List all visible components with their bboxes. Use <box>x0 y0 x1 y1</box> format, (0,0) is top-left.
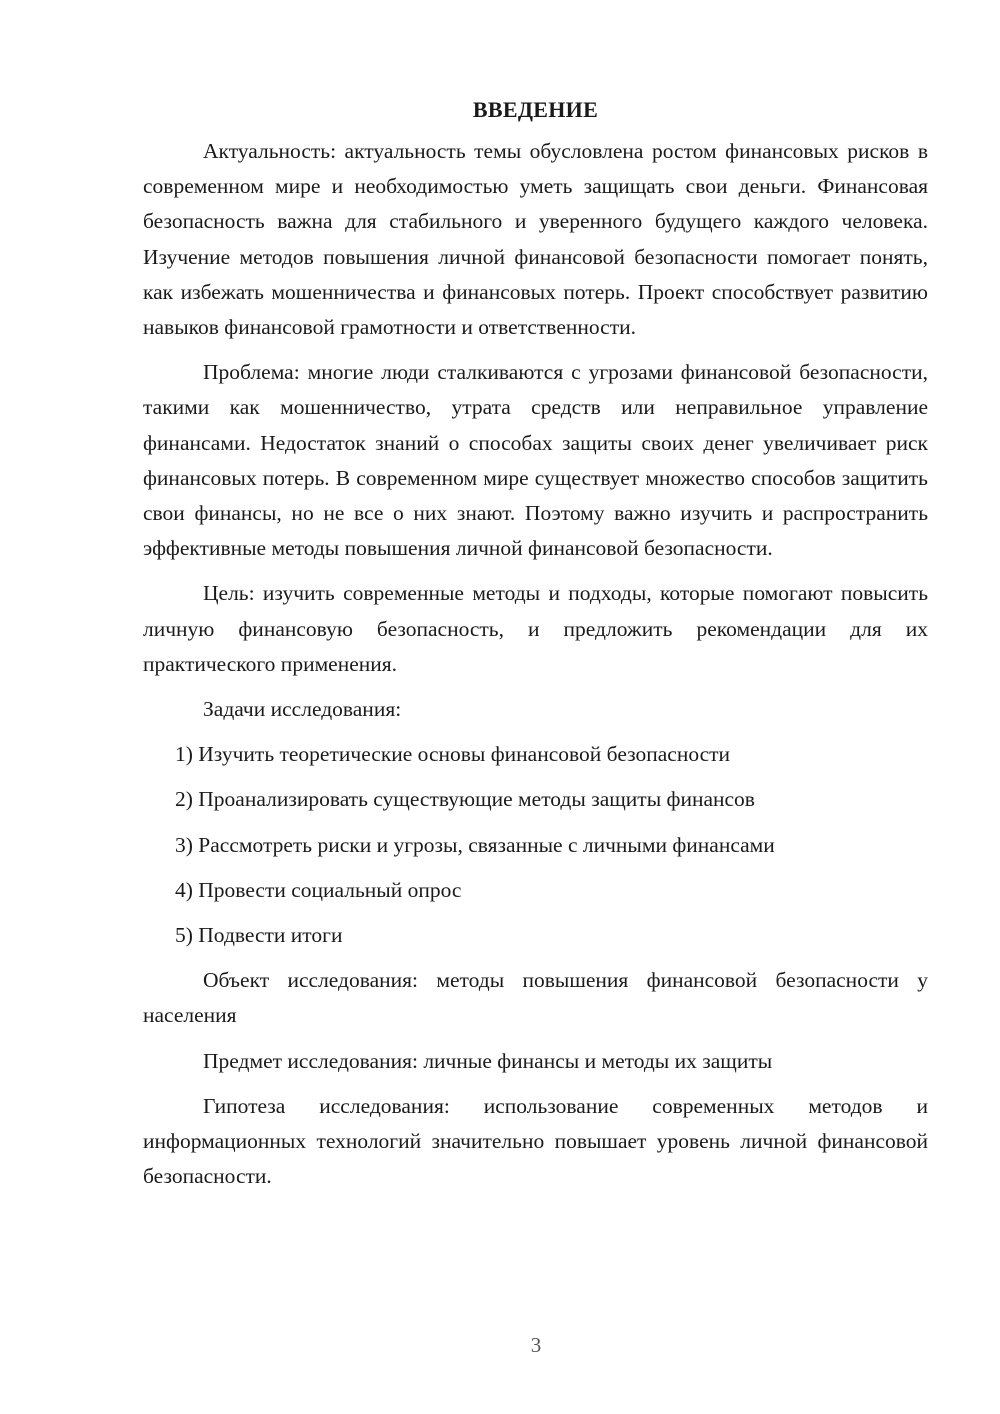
list-item: 5) Подвести итоги <box>175 923 343 948</box>
tasks-list <box>143 737 928 953</box>
list-item: 2) Проанализировать существующие методы защиты финансов <box>175 787 755 812</box>
section-heading: ВВЕДЕНИЕ <box>472 97 599 122</box>
list-item: 1) Изучить теоретические основы финансовой безопасности <box>175 742 731 767</box>
list-item: 4) Провести социальный опрос <box>175 877 462 902</box>
goal-paragraph: Цель: изучить современные методы и подходы, которые помогают повысить личную финансовую безопасность, и предложить рекомендации для их практического применения. <box>143 581 928 676</box>
tasks-heading: Задачи исследования: <box>203 697 402 722</box>
page-number: 3 <box>530 1333 542 1357</box>
object-paragraph: Объект исследования: методы повышения финансовой безопасности у населения <box>143 968 928 1028</box>
hypothesis-paragraph: Гипотеза исследования: использование современных методов и информационных технологий значительно повышает уровень личной финансовой безопасности. <box>143 1093 928 1189</box>
subject-paragraph: Предмет исследования: личные финансы и методы их защиты <box>203 1048 773 1073</box>
problem-paragraph: Проблема: многие люди сталкиваются с угрозами финансовой безопасности, такими как мошенничество, утрата средств или неправильное управление финансами. Недостаток знаний о способах защиты своих денег увеличивает риск финансовых потерь. В современном мире существует множество способов защитить свои финансы, но не все о них знают. Поэтому важно изучить и распространить эффективные методы повышения личной финансовой безопасности. <box>143 360 928 561</box>
document-page <box>143 94 928 1194</box>
relevance-paragraph: Актуальность: актуальность темы обусловлена ростом финансовых рисков в современном мире и необходимостью уметь защищать свои деньги. Финансовая безопасность важна для стабильного и уверенного будущего каждого человека. Изучение методов повышения личной финансовой безопасности помогает понять, как избежать мошенничества и финансовых потерь. Проект способствует развитию навыков финансовой грамотности и ответственности. <box>143 139 928 340</box>
list-item: 3) Рассмотреть риски и угрозы, связанные с личными финансами <box>175 832 775 857</box>
